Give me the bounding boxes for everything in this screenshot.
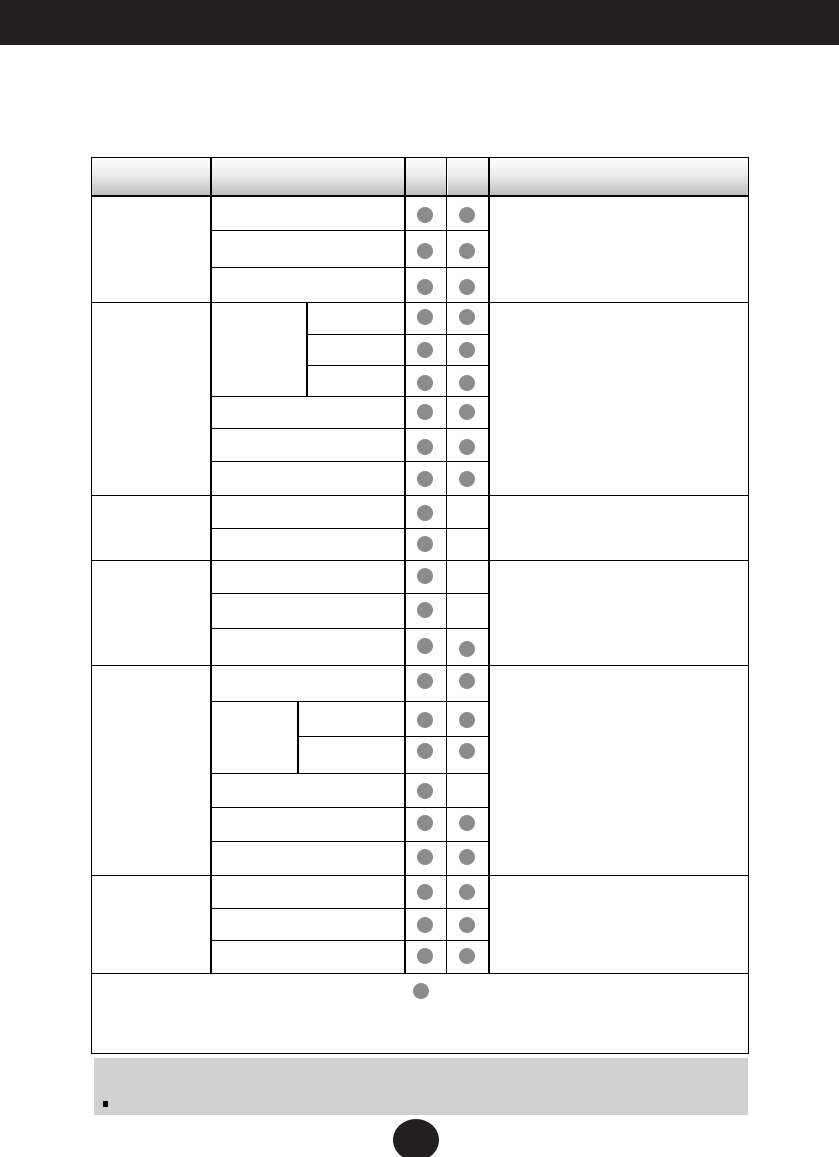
row-separator [212,841,488,842]
availability-dot [459,309,475,325]
availability-dot [417,712,433,728]
row-separator [212,396,488,397]
availability-dot [459,917,475,933]
group-separator [92,665,748,666]
header-cell-sub-menu [212,158,404,196]
top-header-bar [0,0,839,45]
subgroup-divider [306,303,308,396]
availability-dot [417,439,433,455]
column-divider-menu [210,158,212,973]
availability-dot [417,404,433,420]
group-separator [92,875,748,876]
subgroup-divider [297,702,299,773]
availability-dot [459,673,475,689]
row-separator [212,593,488,594]
group-separator [92,560,748,561]
availability-dot [459,641,475,657]
column-divider-analog [446,158,447,973]
availability-dot [459,243,475,259]
row-separator [212,461,488,462]
availability-dot [459,815,475,831]
availability-dot [417,342,433,358]
row-separator [212,230,488,231]
row-separator [212,428,488,429]
availability-dot [417,743,433,759]
availability-dot [417,638,433,654]
availability-dot [417,602,433,618]
availability-dot [459,884,475,900]
header-cell-digital [448,158,488,196]
availability-dot [459,948,475,964]
header-cell-description [490,158,748,196]
row-separator [212,807,488,808]
availability-dot [417,783,433,799]
availability-dot [417,375,433,391]
menu-table [91,157,749,1054]
row-separator [308,365,488,366]
row-separator [212,267,488,268]
availability-dot [417,243,433,259]
note-box [94,1058,748,1115]
availability-dot [417,536,433,552]
availability-dot [459,849,475,865]
availability-dot [459,404,475,420]
row-separator [299,736,488,737]
availability-dot [417,673,433,689]
availability-dot [417,815,433,831]
group-separator [92,302,748,303]
availability-dot [459,375,475,391]
header-divider [92,195,748,197]
row-separator [212,701,488,702]
availability-dot [459,743,475,759]
availability-dot [417,207,433,223]
row-separator [212,773,488,774]
column-divider-submenu [404,158,406,973]
row-separator [212,628,488,629]
availability-dot [459,207,475,223]
availability-dot [459,279,475,295]
note-bullet-icon [103,1101,108,1107]
availability-dot [417,948,433,964]
availability-dot [417,279,433,295]
header-cell-analog [406,158,446,196]
header-cell-main-menu [92,158,210,196]
footnote-separator [92,973,748,974]
availability-dot [417,505,433,521]
group-separator [92,495,748,496]
availability-dot [417,309,433,325]
availability-dot [417,884,433,900]
availability-dot [417,849,433,865]
page-number-badge [393,1119,439,1157]
availability-dot [417,568,433,584]
availability-dot [459,471,475,487]
footnote-dot [413,983,429,999]
row-separator [212,908,488,909]
row-separator [212,940,488,941]
availability-dot [459,342,475,358]
row-separator [212,528,488,529]
availability-dot [459,712,475,728]
availability-dot [417,917,433,933]
row-separator [308,334,488,335]
availability-dot [417,471,433,487]
column-divider-digital [488,158,490,973]
availability-dot [459,439,475,455]
